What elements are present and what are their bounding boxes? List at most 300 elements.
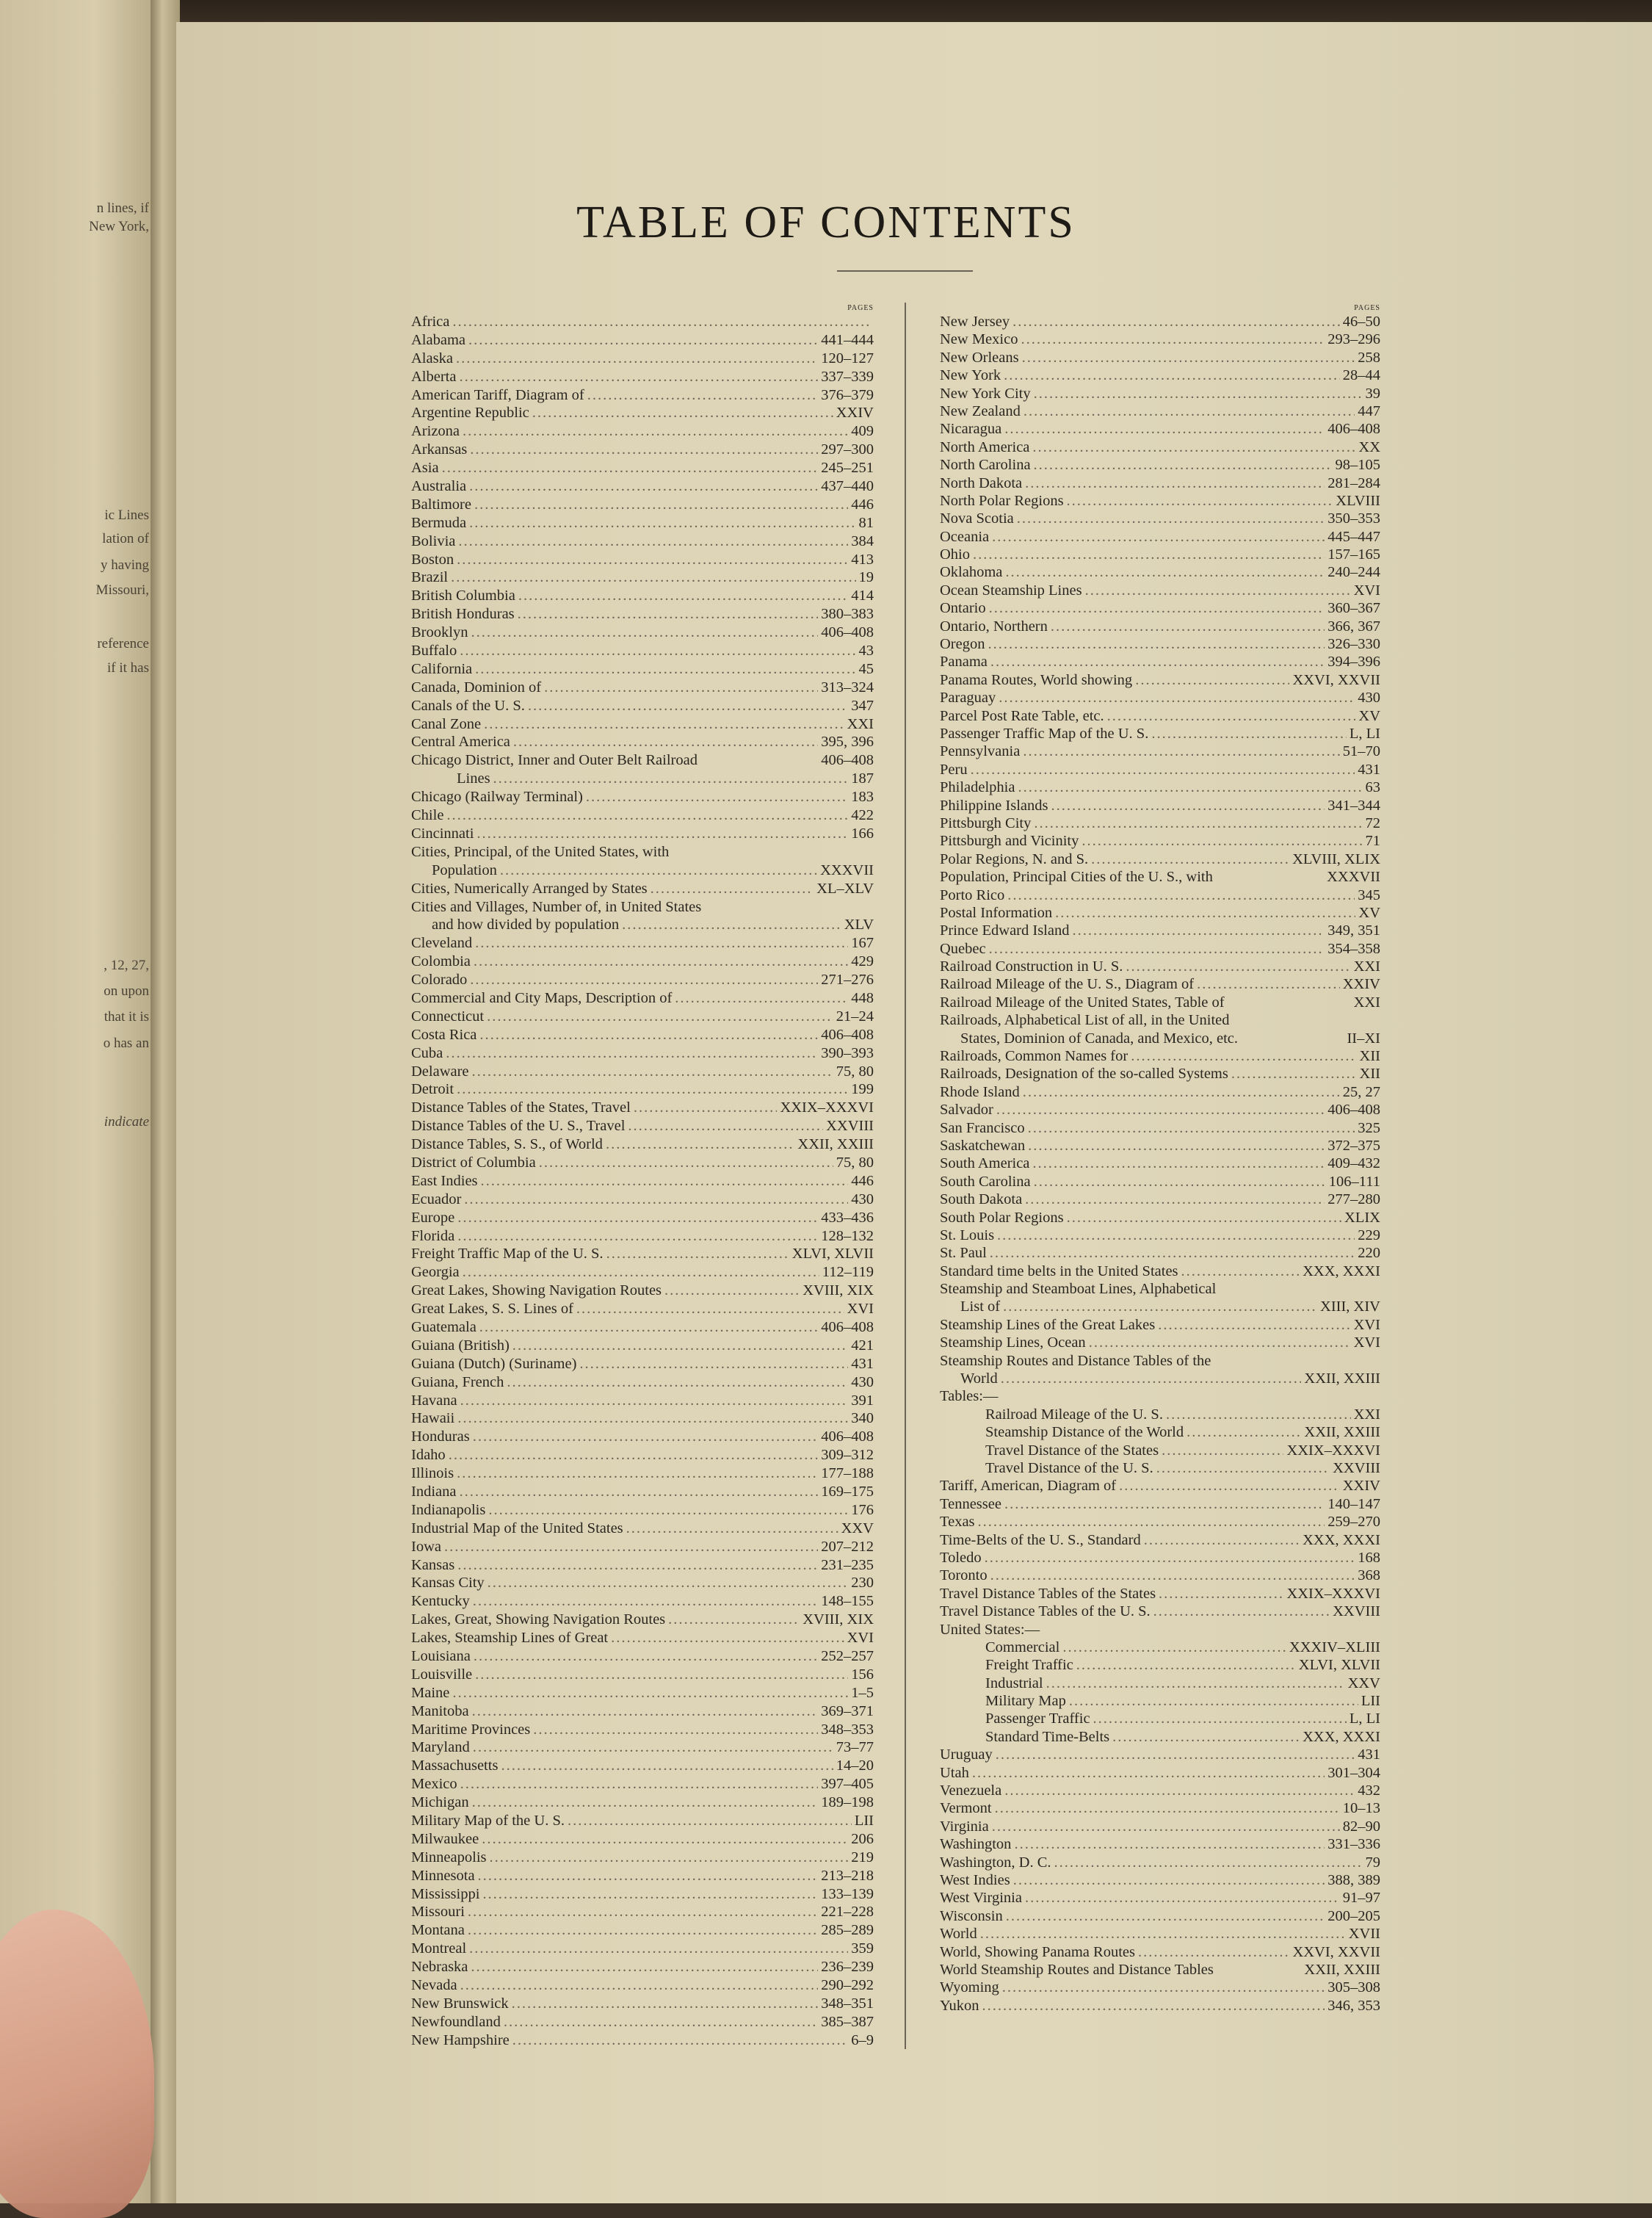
dot-leader — [475, 934, 848, 953]
entry-title: New York — [940, 367, 1001, 384]
entry-title: Alberta — [411, 368, 457, 385]
entry-pages: 430 — [851, 1191, 874, 1207]
contents-entry — [940, 1943, 1380, 1961]
entry-title: New Mexico — [940, 331, 1018, 348]
facing-page-text-fragment: on upon — [104, 983, 149, 999]
entry-pages: 75, 80 — [836, 1063, 874, 1080]
dot-leader — [479, 1026, 818, 1044]
entry-title: New Zealand — [940, 402, 1021, 419]
dot-leader — [475, 660, 855, 679]
contents-entry — [411, 1611, 874, 1629]
dot-leader — [972, 1764, 1325, 1782]
dot-leader — [980, 1925, 1346, 1943]
entry-pages: XXII, XXIII — [797, 1136, 874, 1153]
dot-leader — [470, 971, 818, 989]
dot-leader — [985, 1549, 1355, 1567]
contents-entry — [940, 510, 1380, 527]
contents-entry — [940, 725, 1380, 743]
entry-title: New Hampshire — [411, 2031, 510, 2048]
entry-title: Population — [432, 861, 497, 878]
facing-page-text-fragment: Missouri, — [95, 582, 149, 598]
entry-pages: 347 — [851, 697, 874, 714]
contents-entry — [411, 1702, 874, 1721]
contents-entry — [940, 904, 1380, 922]
entry-title: Venezuela — [940, 1782, 1002, 1799]
contents-entry — [411, 1355, 874, 1373]
contents-entry — [940, 1083, 1380, 1101]
entry-title: States, Dominion of Canada, and Mexico, etc. — [960, 1030, 1239, 1047]
contents-entry — [940, 1387, 1380, 1405]
dot-leader — [1069, 1692, 1358, 1710]
entry-title: Great Lakes, Showing Navigation Routes — [411, 1282, 662, 1299]
dot-leader — [473, 1428, 819, 1446]
dot-leader — [1001, 1370, 1302, 1387]
entry-pages: 384 — [851, 532, 874, 549]
contents-entry — [411, 1464, 874, 1483]
dot-leader — [507, 1373, 848, 1392]
entry-title: Baltimore — [411, 496, 471, 513]
contents-entry — [411, 404, 874, 422]
dot-leader — [1004, 1782, 1355, 1799]
entry-pages: XII — [1359, 1048, 1380, 1065]
entry-title: Idaho — [411, 1447, 446, 1464]
contents-entry — [411, 1885, 874, 1904]
contents-entry — [411, 1775, 874, 1793]
contents-entry — [411, 1428, 874, 1446]
entry-title: New Orleans — [940, 349, 1019, 366]
entry-pages: 213–218 — [821, 1867, 874, 1884]
contents-entry — [411, 1135, 874, 1154]
entry-pages: XVIII, XIX — [803, 1611, 874, 1628]
dot-leader — [446, 806, 848, 825]
entry-title: Travel Distance of the States — [985, 1442, 1159, 1459]
entry-pages: 359 — [851, 1940, 874, 1957]
dot-leader — [532, 404, 833, 422]
entry-title: Indianapolis — [411, 1501, 486, 1518]
contents-entry — [411, 1392, 874, 1410]
entry-title: Iowa — [411, 1538, 441, 1555]
dot-leader — [544, 679, 818, 697]
entry-pages: XXI — [1353, 958, 1380, 975]
contents-entry — [411, 1300, 874, 1318]
entry-title: Canals of the U. S. — [411, 697, 525, 714]
dot-leader — [1181, 1262, 1300, 1280]
entry-title: Panama — [940, 654, 988, 671]
entry-title: Ocean Steamship Lines — [940, 582, 1082, 599]
dot-leader — [469, 514, 855, 532]
entry-title: Brooklyn — [411, 624, 468, 641]
entry-pages: 409 — [851, 423, 874, 440]
contents-entry — [940, 653, 1380, 671]
entry-pages: 290–292 — [821, 1977, 874, 1994]
entry-pages: 46–50 — [1342, 314, 1380, 330]
entry-title: Kentucky — [411, 1593, 470, 1610]
entry-title: List of — [960, 1298, 1001, 1315]
dot-leader — [473, 1592, 819, 1611]
dot-leader — [456, 350, 818, 368]
dot-leader — [634, 1099, 778, 1117]
pages-heading-right: PAGES — [1354, 304, 1380, 312]
dot-leader — [1007, 886, 1355, 904]
entry-title: Lines — [457, 770, 490, 787]
entry-pages: 409–432 — [1327, 1155, 1380, 1172]
dot-leader — [457, 1464, 818, 1483]
entry-title: South Polar Regions — [940, 1209, 1064, 1226]
contents-entry — [940, 1889, 1380, 1907]
entry-title: Military Map — [985, 1693, 1066, 1710]
entry-pages: XXXVII — [820, 861, 874, 878]
dot-leader — [501, 1757, 833, 1775]
entry-title: Vermont — [940, 1800, 992, 1817]
contents-entry — [411, 1921, 874, 1940]
entry-pages: 441–444 — [821, 331, 874, 348]
entry-title: Havana — [411, 1392, 457, 1409]
dot-leader — [477, 825, 848, 843]
entry-pages: 437–440 — [821, 478, 874, 495]
entry-pages: XXIX–XXXVI — [780, 1099, 874, 1116]
entry-pages: 10–13 — [1342, 1800, 1380, 1817]
contents-entry — [411, 825, 874, 843]
dot-leader — [586, 788, 848, 806]
entry-pages: 240–244 — [1327, 564, 1380, 581]
entry-title: Massachusetts — [411, 1758, 499, 1774]
contents-entry — [940, 922, 1380, 939]
dot-leader — [996, 1746, 1355, 1763]
entry-pages: XV — [1358, 707, 1380, 724]
dot-leader — [990, 1244, 1355, 1262]
dot-leader — [471, 624, 818, 642]
contents-entry — [940, 1513, 1380, 1531]
contents-entry — [940, 994, 1380, 1011]
contents-entry — [940, 1764, 1380, 1782]
entry-pages: XXVIII — [826, 1118, 874, 1135]
contents-entry — [411, 496, 874, 514]
entry-pages: 245–251 — [821, 460, 874, 477]
contents-entry — [411, 1812, 874, 1830]
entry-title: Africa — [411, 314, 450, 330]
entry-title: Maryland — [411, 1739, 470, 1756]
entry-title: New Brunswick — [411, 1995, 509, 2012]
dot-leader — [482, 1885, 818, 1904]
entry-pages: 337–339 — [821, 368, 874, 385]
entry-title: Tables:— — [940, 1388, 999, 1405]
entry-pages: 348–351 — [821, 1995, 874, 2012]
dot-leader — [457, 1227, 818, 1246]
dot-leader — [518, 587, 848, 605]
contents-entry — [411, 751, 874, 770]
dot-leader — [1051, 797, 1325, 814]
entry-pages: 19 — [858, 569, 874, 586]
entry-title: Washington, D. C. — [940, 1854, 1051, 1871]
dot-leader — [479, 1318, 818, 1337]
entry-pages: 406–408 — [821, 624, 874, 641]
dot-leader — [442, 459, 819, 477]
contents-entry — [940, 689, 1380, 707]
entry-pages: XXVI, XXVII — [1292, 1943, 1380, 1960]
entry-title: Cities and Villages, Number of, in United States — [411, 898, 702, 915]
entry-title: Nebraska — [411, 1959, 468, 1976]
entry-title: St. Louis — [940, 1227, 995, 1243]
dot-leader — [457, 1556, 818, 1575]
contents-entry — [411, 1830, 874, 1849]
entry-title: Lakes, Steamship Lines of Great — [411, 1630, 609, 1647]
entry-title: Louisiana — [411, 1648, 471, 1665]
entry-title: Commercial — [985, 1639, 1060, 1655]
contents-entry — [940, 1173, 1380, 1191]
entry-title: Cities, Numerically Arranged by States — [411, 880, 648, 897]
entry-title: Nicaragua — [940, 421, 1002, 438]
entry-title: Freight Traffic Map of the U. S. — [411, 1246, 604, 1262]
contents-entry — [940, 1191, 1380, 1208]
facing-page-text-fragment: New York, — [89, 219, 149, 234]
entry-title: Montana — [411, 1922, 465, 1939]
entry-title: Maine — [411, 1684, 450, 1701]
entry-title: Standard Time-Belts — [985, 1728, 1110, 1745]
contents-entry — [411, 1556, 874, 1575]
contents-entry — [411, 1026, 874, 1044]
entry-pages: 447 — [1358, 402, 1380, 419]
entry-pages: 368 — [1358, 1567, 1380, 1584]
dot-leader — [1135, 671, 1289, 689]
entry-title: Louisville — [411, 1666, 473, 1683]
contents-entry — [940, 1979, 1380, 1996]
dot-leader — [668, 1611, 800, 1629]
entry-title: Ontario — [940, 600, 986, 617]
dot-leader — [989, 940, 1325, 958]
entry-pages: 43 — [858, 643, 874, 660]
entry-pages: 157–165 — [1327, 546, 1380, 563]
dot-leader — [513, 733, 818, 751]
entry-title: North Carolina — [940, 457, 1031, 474]
entry-pages: XVI — [1353, 582, 1380, 599]
entry-pages: 430 — [1358, 690, 1380, 707]
contents-entry — [411, 1940, 874, 1958]
entry-title: East Indies — [411, 1172, 478, 1189]
entry-title: Steamship Routes and Distance Tables of the — [940, 1352, 1211, 1369]
contents-entry — [940, 1799, 1380, 1817]
contents-entry — [411, 587, 874, 605]
contents-entry — [940, 582, 1380, 599]
contents-entry — [411, 1063, 874, 1081]
contents-entry — [940, 1244, 1380, 1262]
dot-leader — [539, 1154, 833, 1172]
dot-leader — [999, 689, 1355, 707]
contents-entry — [940, 456, 1380, 474]
entry-pages: 414 — [851, 588, 874, 604]
dot-leader — [1046, 1675, 1345, 1692]
entry-pages: 406–408 — [821, 1428, 874, 1445]
entry-pages: 6–9 — [851, 2031, 874, 2048]
dot-leader — [460, 1775, 819, 1793]
entry-title: Connecticut — [411, 1008, 485, 1025]
entry-title: Ecuador — [411, 1191, 462, 1207]
facing-page-text-fragment: y having — [101, 557, 149, 573]
entry-pages: 301–304 — [1327, 1764, 1380, 1781]
dot-leader — [651, 880, 814, 898]
entry-title: Minnesota — [411, 1867, 475, 1884]
entry-title: Costa Rica — [411, 1026, 477, 1043]
facing-page-text-fragment: lation of — [102, 531, 149, 546]
contents-entry — [411, 1995, 874, 2013]
contents-entry — [411, 459, 874, 477]
contents-entry — [411, 733, 874, 751]
dot-leader — [1054, 1854, 1363, 1871]
entry-pages: 446 — [851, 496, 874, 513]
entry-pages: XX — [1358, 438, 1380, 455]
entry-pages: 390–393 — [821, 1044, 874, 1061]
entry-pages: 366, 367 — [1327, 618, 1380, 635]
entry-title: Commercial and City Maps, Description of — [411, 989, 673, 1006]
dot-leader — [518, 605, 819, 624]
entry-pages: 71 — [1365, 833, 1380, 850]
dot-leader — [1107, 707, 1356, 725]
entry-pages: 380–383 — [821, 606, 874, 623]
entry-title: District of Columbia — [411, 1154, 536, 1171]
dot-leader — [1126, 958, 1350, 975]
entry-title: Colorado — [411, 972, 468, 989]
dot-leader — [1138, 1943, 1289, 1961]
entry-pages: 221–228 — [821, 1904, 874, 1921]
entry-pages: 39 — [1365, 385, 1380, 402]
contents-entry — [940, 492, 1380, 510]
dot-leader — [622, 916, 841, 934]
entry-pages: 169–175 — [821, 1484, 874, 1500]
entry-title: British Columbia — [411, 588, 515, 604]
dot-leader — [452, 1684, 848, 1702]
entry-pages: 385–387 — [821, 2013, 874, 2030]
contents-page — [176, 22, 1652, 2203]
dot-leader — [457, 551, 848, 569]
dot-leader — [468, 1903, 818, 1921]
entry-title: Tariff, American, Diagram of — [940, 1478, 1117, 1495]
title-rule — [837, 270, 973, 272]
dot-leader — [990, 653, 1325, 671]
contents-entry — [940, 1907, 1380, 1925]
dot-leader — [1025, 1889, 1340, 1907]
entry-title: Chicago District, Inner and Outer Belt Railroad — [411, 752, 698, 769]
dot-leader — [1067, 1209, 1341, 1227]
entry-pages: 112–119 — [822, 1264, 874, 1281]
entry-title: Distance Tables of the States, Travel — [411, 1099, 631, 1116]
contents-entry — [411, 788, 874, 806]
dot-leader — [1187, 1423, 1301, 1441]
entry-pages: XXIX–XXXVI — [1286, 1442, 1380, 1459]
dot-leader — [579, 1355, 848, 1373]
dot-leader — [481, 1172, 849, 1191]
entry-pages: 431 — [1358, 1746, 1380, 1763]
entry-pages: 25, 27 — [1342, 1083, 1380, 1100]
dot-leader — [512, 1995, 819, 2013]
entry-title: Kansas City — [411, 1575, 485, 1592]
contents-entry — [940, 743, 1380, 760]
entry-pages: XV — [1358, 904, 1380, 921]
contents-column-left — [411, 303, 874, 2050]
entry-pages: 79 — [1365, 1854, 1380, 1871]
contents-entry — [411, 1373, 874, 1392]
entry-title: Arizona — [411, 423, 460, 440]
entry-pages: 340 — [851, 1410, 874, 1427]
entry-title: Panama Routes, World showing — [940, 671, 1133, 688]
entry-pages: 429 — [851, 953, 874, 970]
contents-entry — [411, 1501, 874, 1520]
contents-entry — [411, 715, 874, 734]
entry-title: Virginia — [940, 1818, 989, 1835]
entry-pages: XIII, XIV — [1320, 1298, 1380, 1315]
dot-leader — [487, 1008, 833, 1026]
contents-entry — [411, 770, 874, 788]
contents-entry — [940, 385, 1380, 402]
contents-entry — [411, 679, 874, 697]
entry-pages: 448 — [851, 989, 874, 1006]
contents-entry — [411, 477, 874, 496]
entry-pages: 281–284 — [1327, 474, 1380, 491]
entry-title: Uruguay — [940, 1746, 993, 1763]
right-entries — [940, 313, 1380, 2015]
dot-leader — [1006, 1907, 1325, 1925]
entry-title: Asia — [411, 460, 439, 477]
contents-entry — [411, 1263, 874, 1282]
entry-pages: XVII — [1348, 1926, 1380, 1943]
entry-title: Railroad Mileage of the U. S., Diagram of — [940, 976, 1195, 993]
contents-entry — [411, 898, 874, 917]
entry-title: Kansas — [411, 1556, 455, 1573]
contents-entry — [411, 514, 874, 532]
dot-leader — [1072, 922, 1325, 939]
entry-pages: 430 — [851, 1373, 874, 1390]
entry-pages: XLVIII — [1336, 492, 1380, 509]
entry-pages: 106–111 — [1328, 1173, 1380, 1190]
entry-pages: 236–239 — [821, 1959, 874, 1976]
dot-leader — [474, 953, 848, 971]
dot-leader — [1013, 1871, 1325, 1889]
dot-leader — [1119, 1477, 1340, 1495]
entry-title: Oceania — [940, 528, 990, 545]
dot-leader — [1004, 420, 1325, 438]
contents-entry — [940, 1710, 1380, 1727]
contents-entry — [940, 1675, 1380, 1692]
entry-title: Brazil — [411, 569, 449, 586]
entry-pages: 305–308 — [1327, 1979, 1380, 1996]
entry-title: Population, Principal Cities of the U. S., with — [940, 869, 1213, 886]
dot-leader — [1166, 1406, 1351, 1423]
dot-leader — [606, 1135, 794, 1154]
dot-leader — [1091, 850, 1289, 868]
dot-leader — [1028, 1119, 1355, 1137]
entry-pages: XXI — [847, 715, 874, 732]
entry-pages: XXXVII — [1327, 869, 1380, 886]
dot-leader — [472, 1063, 833, 1081]
entry-pages: 128–132 — [821, 1227, 874, 1244]
entry-pages: 397–405 — [821, 1776, 874, 1793]
contents-entry — [940, 1835, 1380, 1853]
entry-pages: 73–77 — [836, 1739, 874, 1756]
entry-pages: 51–70 — [1342, 743, 1380, 760]
contents-entry — [940, 1137, 1380, 1155]
page-title: TABLE OF CONTENTS — [576, 198, 1076, 248]
entry-title: Ohio — [940, 546, 970, 563]
contents-entry — [940, 1746, 1380, 1763]
entry-pages: 350–353 — [1327, 510, 1380, 527]
dot-leader — [587, 386, 819, 405]
entry-title: Hawaii — [411, 1410, 455, 1427]
entry-title: Travel Distance Tables of the U. S. — [940, 1603, 1151, 1620]
facing-page-text-fragment: ic Lines — [104, 507, 149, 523]
contents-entry — [411, 422, 874, 441]
entry-pages: 258 — [1358, 349, 1380, 366]
entry-title: Wyoming — [940, 1979, 999, 1996]
entry-title: Steamship Lines of the Great Lakes — [940, 1316, 1156, 1333]
contents-entry — [940, 1871, 1380, 1889]
